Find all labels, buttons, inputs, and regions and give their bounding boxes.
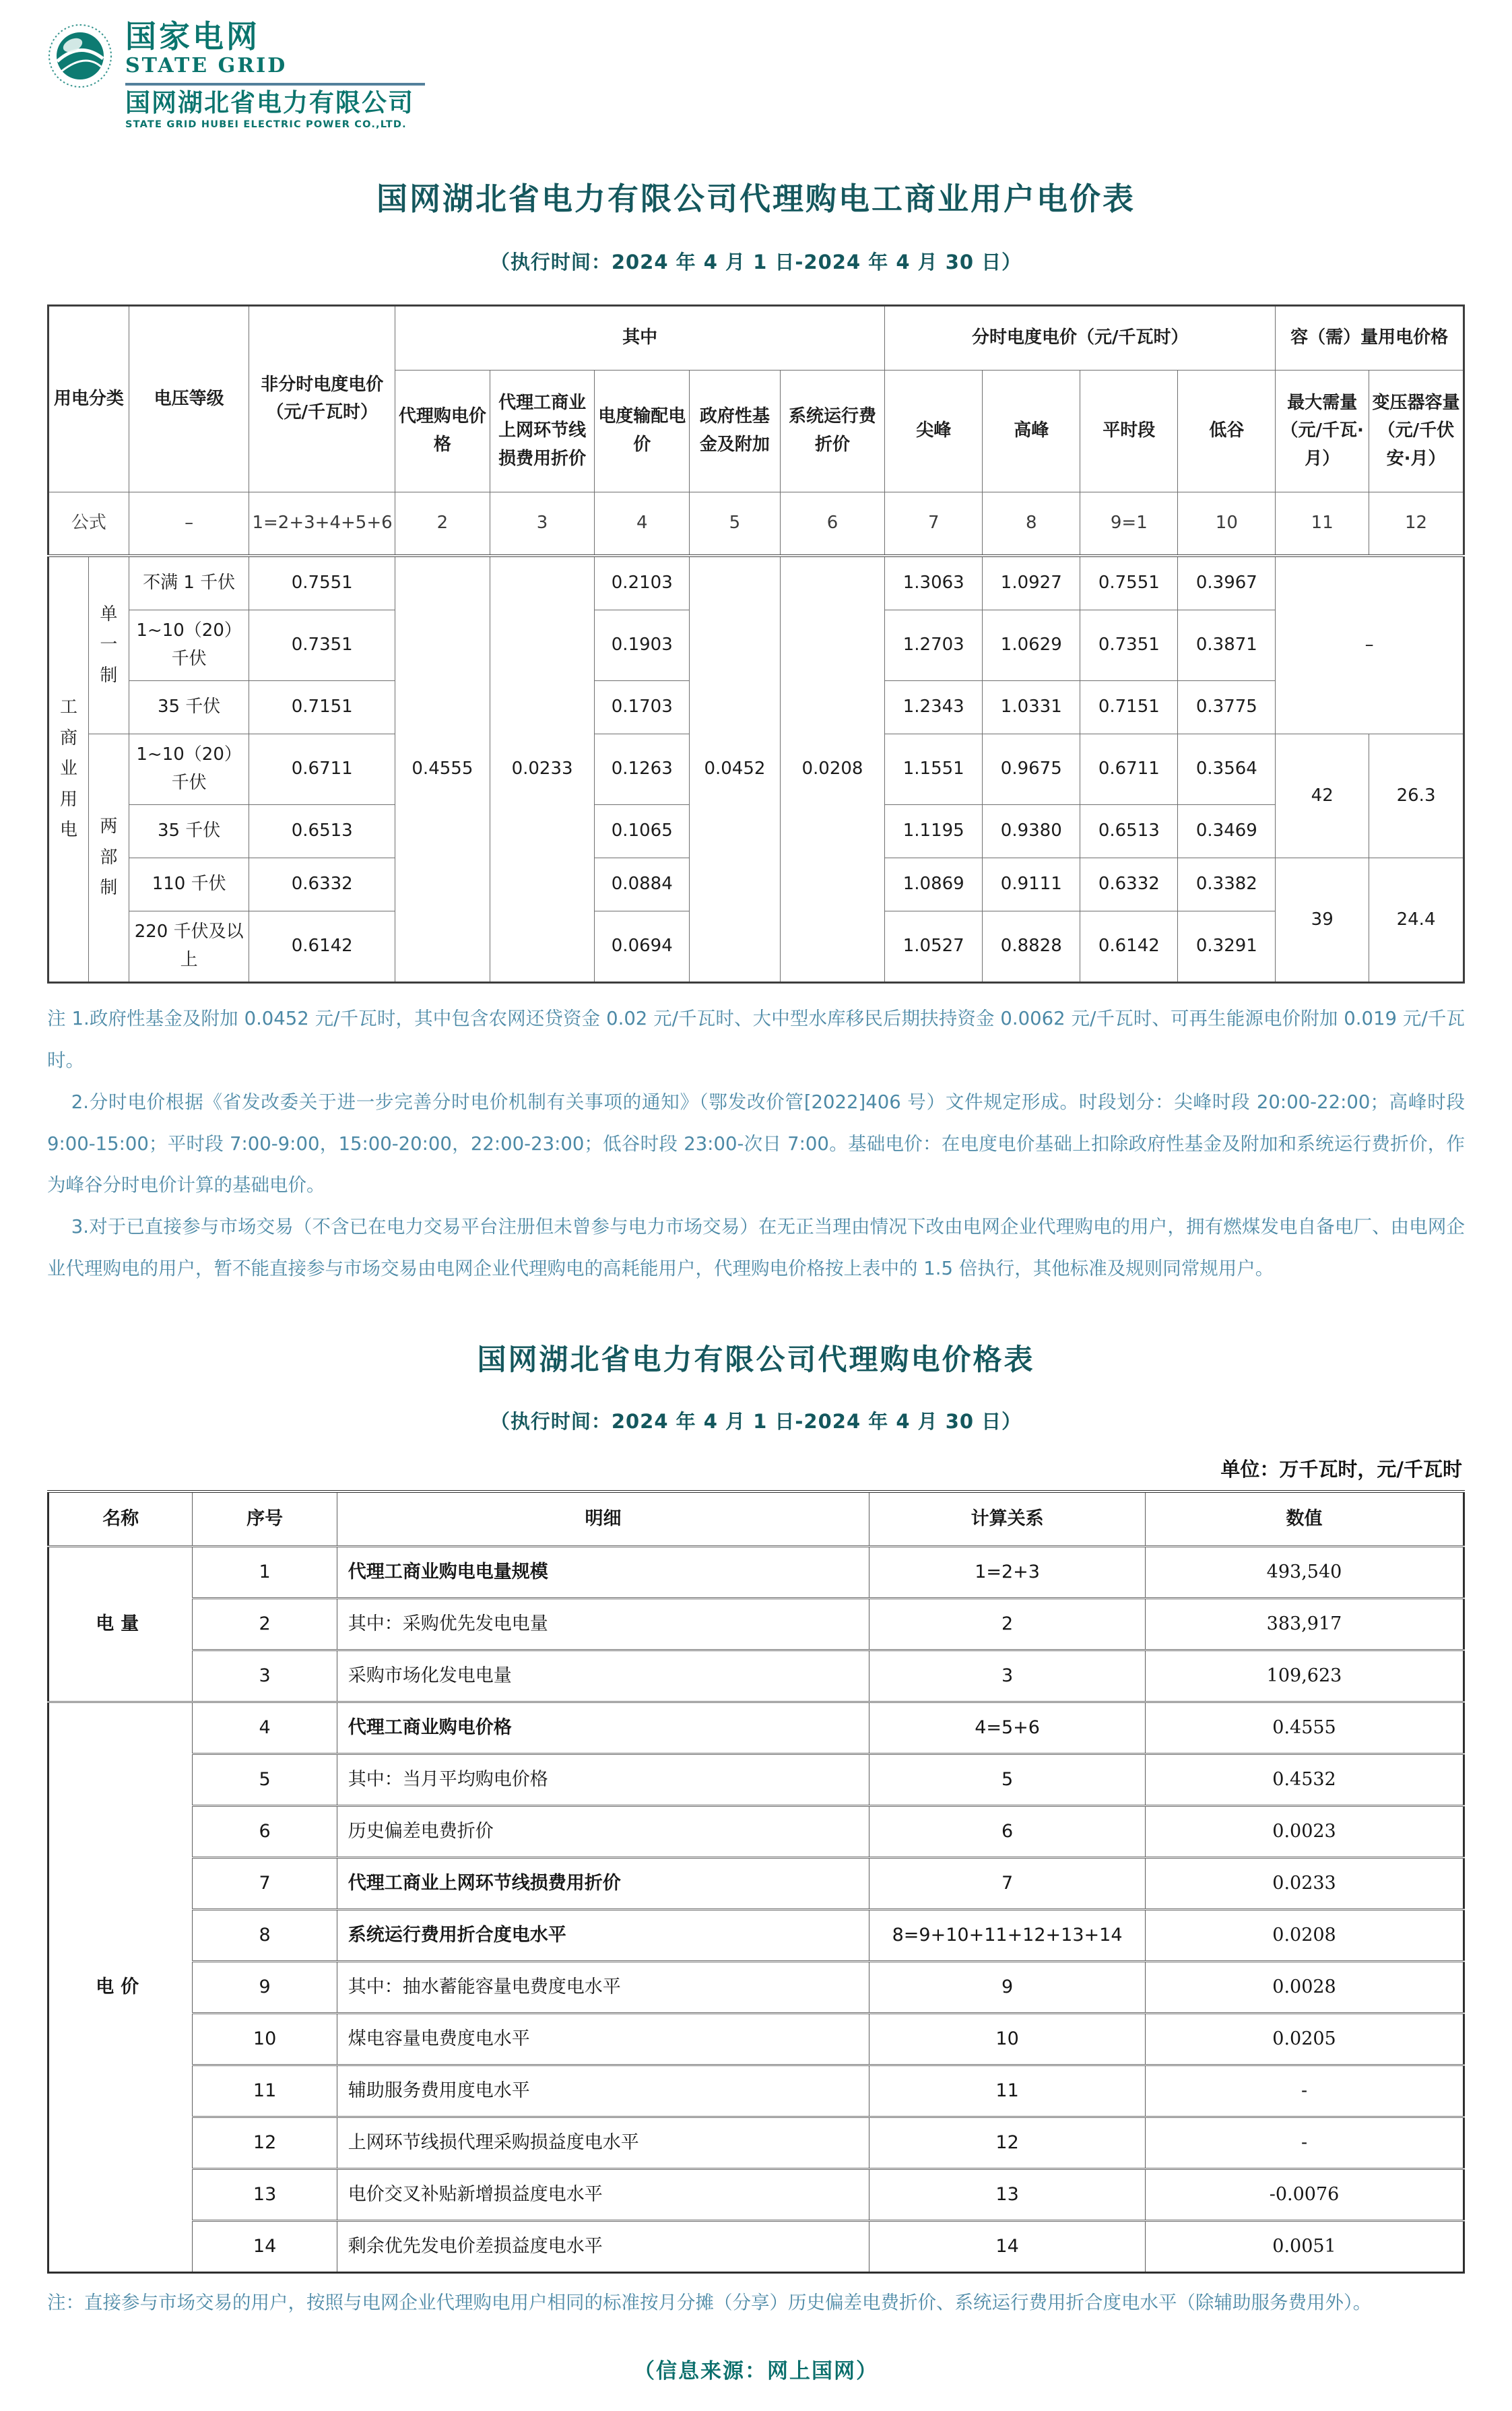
valley-cell: 0.3291	[1178, 911, 1276, 982]
row-detail: 代理工商业购电价格	[337, 1702, 869, 1754]
sharp-cell: 1.3063	[885, 556, 983, 610]
th-name: 名称	[48, 1491, 193, 1547]
row-value: -	[1146, 2065, 1464, 2117]
row-value: 0.0023	[1146, 1806, 1464, 1858]
table1-title: 国网湖北省电力有限公司代理购电工商业用户电价表	[376, 180, 1136, 217]
row-value: 0.0028	[1146, 1962, 1464, 2014]
group-two-part: 两部制	[88, 734, 129, 982]
table2-note: 注：直接参与市场交易的用户，按照与电网企业代理购电用户相同的标准按月分摊（分享）历史偏差电费折价、系统运行费用折合度电水平（除辅助服务费用外）。	[47, 2292, 1372, 2314]
row-no: 4	[193, 1702, 337, 1754]
th-gov-fund: 政府性基金及附加	[690, 370, 781, 492]
note-line: 注 1.政府性基金及附加 0.0452 元/千瓦时，其中包含农网还贷资金 0.02 元/千瓦时、大中型水库移民后期扶持资金 0.0062 元/千瓦时、可再生能源电价附加 0.019 元/千瓦时。	[47, 1007, 1465, 1071]
peak-cell: 1.0331	[983, 680, 1080, 734]
row-calc: 4=5+6	[869, 1702, 1146, 1754]
row-calc: 1=2+3	[869, 1547, 1146, 1599]
th-line-loss: 代理工商业上网环节线损费用折价	[490, 370, 595, 492]
th-calc: 计算关系	[869, 1491, 1146, 1547]
th-flat-price: 非分时电度电价（元/千瓦时）	[249, 305, 395, 492]
row-detail: 历史偏差电费折价	[337, 1806, 869, 1858]
formula-cell: 7	[885, 492, 983, 556]
flat-price-cell: 0.6332	[249, 858, 395, 911]
transformer-cap-cell: 26.3	[1369, 734, 1464, 858]
row-no: 13	[193, 2169, 337, 2221]
formula-cell: 11	[1276, 492, 1369, 556]
sharp-cell: 1.2343	[885, 680, 983, 734]
valley-cell: 0.3564	[1178, 734, 1276, 804]
company-name-cn: 国网湖北省电力有限公司	[125, 88, 414, 118]
agency-purchase-price-table	[47, 1490, 1465, 2274]
mid-cell: 0.7351	[1080, 610, 1178, 680]
table2-title: 国网湖北省电力有限公司代理购电价格表	[477, 1343, 1035, 1378]
row-no: 14	[193, 2221, 337, 2273]
mid-cell: 0.6711	[1080, 734, 1178, 804]
sharp-cell: 1.2703	[885, 610, 983, 680]
row-value: -0.0076	[1146, 2169, 1464, 2221]
max-demand-cell: 39	[1276, 858, 1369, 982]
voltage-cell: 1~10（20）千伏	[129, 610, 249, 680]
row-calc: 5	[869, 1754, 1146, 1806]
th-trans-dist: 电度输配电价	[595, 370, 690, 492]
row-calc: 10	[869, 2014, 1146, 2065]
row-detail: 电价交叉补贴新增损益度电水平	[337, 2169, 869, 2221]
peak-cell: 1.0629	[983, 610, 1080, 680]
flat-price-cell: 0.7351	[249, 610, 395, 680]
trans-dist-cell: 0.0694	[595, 911, 690, 982]
sharp-cell: 1.0527	[885, 911, 983, 982]
row-detail: 其中：抽水蓄能容量电费度电水平	[337, 1962, 869, 2014]
section-electricity-price: 电价	[48, 1702, 193, 2273]
sharp-cell: 1.1195	[885, 804, 983, 858]
peak-cell: 0.9111	[983, 858, 1080, 911]
table2-period: （执行时间：2024 年 4 月 1 日-2024 年 4 月 30 日）	[490, 1410, 1022, 1434]
formula-cell: 12	[1369, 492, 1464, 556]
flat-price-cell: 0.6513	[249, 804, 395, 858]
agency-price-cell: 0.4555	[395, 556, 490, 983]
row-no: 10	[193, 2014, 337, 2065]
valley-cell: 0.3775	[1178, 680, 1276, 734]
section-electricity-volume: 电量	[48, 1547, 193, 1702]
formula-cell: 8	[983, 492, 1080, 556]
formula-cell: 2	[395, 492, 490, 556]
row-detail: 代理工商业上网环节线损费用折价	[337, 1858, 869, 1910]
th-sharp-peak: 尖峰	[885, 370, 983, 492]
brand-text-block	[125, 20, 425, 130]
row-calc: 9	[869, 1962, 1146, 2014]
table1-notes	[47, 998, 1465, 1290]
th-detail: 明细	[337, 1491, 869, 1547]
th-sys-fee: 系统运行费折价	[780, 370, 885, 492]
transformer-cap-cell: 24.4	[1369, 858, 1464, 982]
commercial-user-price-table	[47, 304, 1465, 984]
row-calc: 3	[869, 1650, 1146, 1702]
unit-label: 单位：万千瓦时，元/千瓦时	[1220, 1458, 1462, 1481]
brand-header	[47, 20, 1465, 130]
trans-dist-cell: 0.1903	[595, 610, 690, 680]
row-no: 1	[193, 1547, 337, 1599]
th-value: 数值	[1146, 1491, 1464, 1547]
formula-cell: 4	[595, 492, 690, 556]
peak-cell: 0.9675	[983, 734, 1080, 804]
formula-cell: 1=2+3+4+5+6	[249, 492, 395, 556]
row-value: 0.0051	[1146, 2221, 1464, 2273]
row-detail: 采购市场化发电电量	[337, 1650, 869, 1702]
th-agency-price: 代理购电价格	[395, 370, 490, 492]
flat-price-cell: 0.7551	[249, 556, 395, 610]
row-detail: 其中：采购优先发电电量	[337, 1599, 869, 1650]
category-label: 工商业用电	[48, 556, 89, 983]
row-value: 0.4555	[1146, 1702, 1464, 1754]
sharp-cell: 1.0869	[885, 858, 983, 911]
formula-cell: 10	[1178, 492, 1276, 556]
state-grid-globe-icon	[47, 23, 113, 89]
voltage-cell: 1~10（20）千伏	[129, 734, 249, 804]
row-calc: 2	[869, 1599, 1146, 1650]
logo-cn: 国家电网	[125, 18, 260, 55]
flat-price-cell: 0.6711	[249, 734, 395, 804]
row-no: 11	[193, 2065, 337, 2117]
th-among: 其中	[395, 305, 884, 370]
row-detail: 上网环节线损代理采购损益度电水平	[337, 2117, 869, 2169]
table1-period: （执行时间：2024 年 4 月 1 日-2024 年 4 月 30 日）	[490, 250, 1022, 274]
row-detail: 煤电容量电费度电水平	[337, 2014, 869, 2065]
mid-cell: 0.7151	[1080, 680, 1178, 734]
row-value: 383,917	[1146, 1599, 1464, 1650]
row-value: 0.0208	[1146, 1910, 1464, 1962]
mid-cell: 0.6513	[1080, 804, 1178, 858]
note-line: 3.对于已直接参与市场交易（不含已在电力交易平台注册但未曾参与电力市场交易）在无正当理由情况下改由电网企业代理购电的用户，拥有燃煤发电自备电厂、由电网企业代理购电的用户，暂不能直接参与市场交易由电网企业代理购电的高耗能用户，代理购电价格按上表中的 1.5 倍执行，其他标准及规则同常规用户。	[47, 1216, 1465, 1280]
row-value: 493,540	[1146, 1547, 1464, 1599]
row-value: 109,623	[1146, 1650, 1464, 1702]
row-no: 8	[193, 1910, 337, 1962]
row-detail: 辅助服务费用度电水平	[337, 2065, 869, 2117]
row-calc: 8=9+10+11+12+13+14	[869, 1910, 1146, 1962]
row-value: 0.0233	[1146, 1858, 1464, 1910]
row-detail: 系统运行费用折合度电水平	[337, 1910, 869, 1962]
sys-fee-cell: 0.0208	[780, 556, 885, 983]
row-no: 3	[193, 1650, 337, 1702]
formula-cell: 5	[690, 492, 781, 556]
voltage-cell: 35 千伏	[129, 804, 249, 858]
formula-cell: –	[129, 492, 249, 556]
trans-dist-cell: 0.2103	[595, 556, 690, 610]
company-name-en: STATE GRID HUBEI ELECTRIC POWER CO.,LTD.	[125, 119, 407, 130]
peak-cell: 0.9380	[983, 804, 1080, 858]
sharp-cell: 1.1551	[885, 734, 983, 804]
voltage-cell: 不满 1 千伏	[129, 556, 249, 610]
valley-cell: 0.3469	[1178, 804, 1276, 858]
row-calc: 11	[869, 2065, 1146, 2117]
mid-cell: 0.7551	[1080, 556, 1178, 610]
line-loss-cell: 0.0233	[490, 556, 595, 983]
peak-cell: 1.0927	[983, 556, 1080, 610]
formula-cell: 6	[780, 492, 885, 556]
th-transformer-cap: 变压器容量（元/千伏安·月）	[1369, 370, 1464, 492]
trans-dist-cell: 0.0884	[595, 858, 690, 911]
row-calc: 12	[869, 2117, 1146, 2169]
row-detail: 代理工商业购电电量规模	[337, 1547, 869, 1599]
row-calc: 6	[869, 1806, 1146, 1858]
row-value: -	[1146, 2117, 1464, 2169]
valley-cell: 0.3967	[1178, 556, 1276, 610]
document-page	[47, 0, 1465, 2411]
th-tou: 分时电度电价（元/千瓦时）	[885, 305, 1276, 370]
group-single: 单一制	[88, 556, 129, 734]
formula-cell: 3	[490, 492, 595, 556]
brand-divider	[125, 83, 425, 86]
row-calc: 13	[869, 2169, 1146, 2221]
logo-en: STATE GRID	[125, 54, 288, 78]
voltage-cell: 220 千伏及以上	[129, 911, 249, 982]
row-detail: 其中：当月平均购电价格	[337, 1754, 869, 1806]
th-peak: 高峰	[983, 370, 1080, 492]
peak-cell: 0.8828	[983, 911, 1080, 982]
trans-dist-cell: 0.1263	[595, 734, 690, 804]
max-demand-cell: 42	[1276, 734, 1369, 858]
source-footer: （信息来源：网上国网）	[634, 2358, 878, 2383]
row-value: 0.4532	[1146, 1754, 1464, 1806]
voltage-cell: 35 千伏	[129, 680, 249, 734]
flat-price-cell: 0.6142	[249, 911, 395, 982]
capacity-dash-cell: –	[1276, 556, 1464, 734]
th-user-class: 用电分类	[48, 305, 129, 492]
th-max-demand: 最大需量（元/千瓦·月）	[1276, 370, 1369, 492]
valley-cell: 0.3871	[1178, 610, 1276, 680]
row-no: 5	[193, 1754, 337, 1806]
th-capacity: 容（需）量用电价格	[1276, 305, 1464, 370]
voltage-cell: 110 千伏	[129, 858, 249, 911]
row-no: 9	[193, 1962, 337, 2014]
mid-cell: 0.6332	[1080, 858, 1178, 911]
row-calc: 14	[869, 2221, 1146, 2273]
formula-label: 公式	[48, 492, 129, 556]
trans-dist-cell: 0.1703	[595, 680, 690, 734]
row-value: 0.0205	[1146, 2014, 1464, 2065]
row-no: 6	[193, 1806, 337, 1858]
trans-dist-cell: 0.1065	[595, 804, 690, 858]
row-no: 12	[193, 2117, 337, 2169]
th-voltage: 电压等级	[129, 305, 249, 492]
row-no: 2	[193, 1599, 337, 1650]
th-no: 序号	[193, 1491, 337, 1547]
row-detail: 剩余优先发电价差损益度电水平	[337, 2221, 869, 2273]
note-line: 2.分时电价根据《省发改委关于进一步完善分时电价机制有关事项的通知》（鄂发改价管[2022]406 号）文件规定形成。时段划分：尖峰时段 20:00-22:00；高峰时段 9:00-15:00；平时段 7:00-9:00，15:00-20:00，22:00-23:00；低谷时段 23:00-次日 7:00。基础电价：在电度电价基础上扣除政府性基金及附加和系统运行费折价，作为峰谷分时电价计算的基础电价。	[47, 1091, 1465, 1196]
flat-price-cell: 0.7151	[249, 680, 395, 734]
th-flat-period: 平时段	[1080, 370, 1178, 492]
row-no: 7	[193, 1858, 337, 1910]
formula-cell: 9=1	[1080, 492, 1178, 556]
row-calc: 7	[869, 1858, 1146, 1910]
valley-cell: 0.3382	[1178, 858, 1276, 911]
mid-cell: 0.6142	[1080, 911, 1178, 982]
gov-fund-cell: 0.0452	[690, 556, 781, 983]
th-valley: 低谷	[1178, 370, 1276, 492]
